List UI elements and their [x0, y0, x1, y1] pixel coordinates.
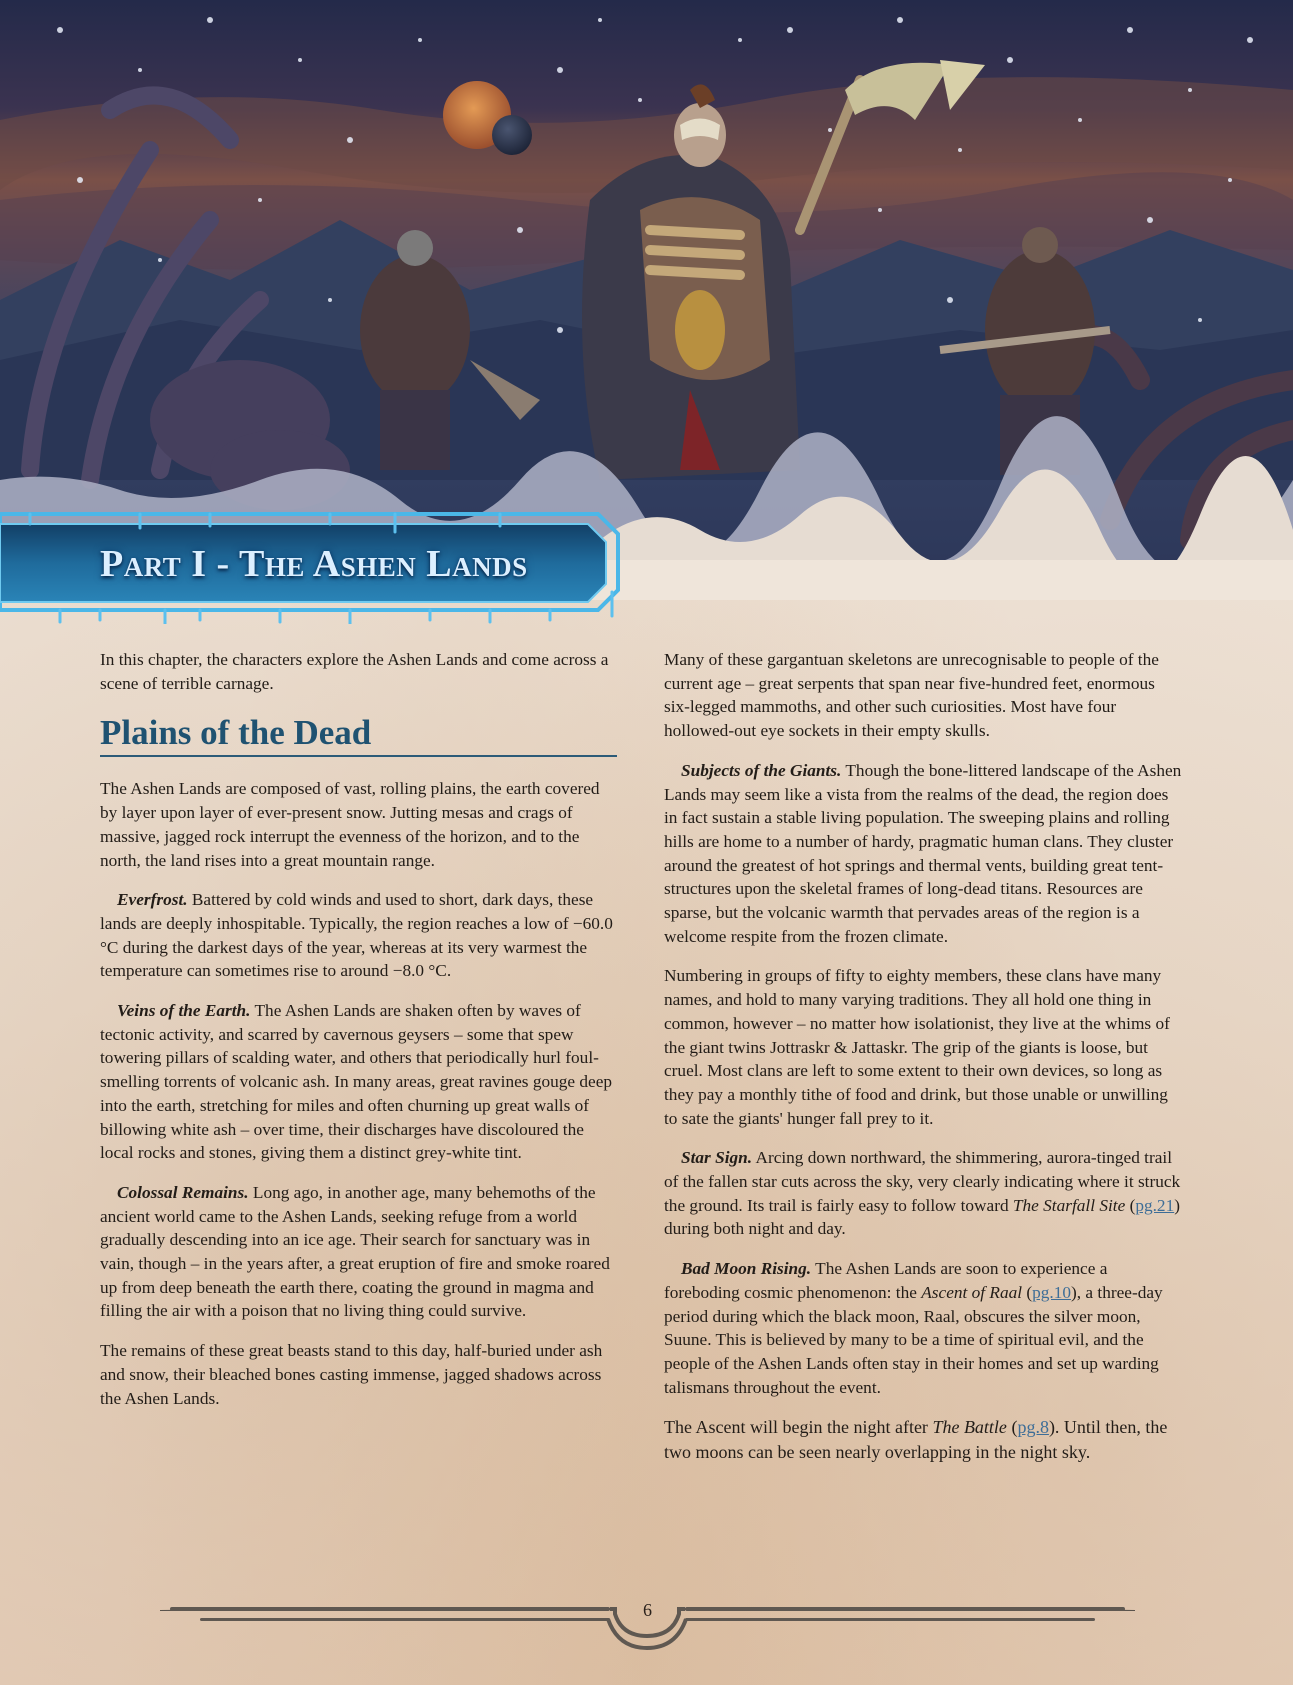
page-link-10[interactable]: pg.10	[1032, 1282, 1072, 1302]
bad-moon-text: The Ashen Lands are soon to experience a foreboding cosmic phenomenon: the	[664, 1259, 1108, 1302]
paren: (	[1022, 1282, 1033, 1302]
chapter-title: Part I - The Ashen Lands	[100, 543, 528, 585]
everfrost-paragraph	[100, 888, 617, 983]
veins-paragraph	[100, 999, 617, 1165]
everfrost-text: Battered by cold winds and used to short, dark days, these lands are deeply inhospitable. Typically, the region reaches a low of −60.0 °C during the darkest days of the year, whereas at its very warmest the temperature can sometimes rise to around −8.0 °C.	[100, 890, 613, 981]
veins-text: The Ashen Lands are shaken often by waves of tectonic activity, and scarred by cavernous geysers – some that spew towering pillars of scalding water, and others that periodically hurl foul-smelling torrents of volcanic ash. In many areas, great ravines gouge deep into the earth, stretching for miles and often churning up great walls of billowing white ash – over time, their discharges have discoloured the local rocks and stones, giving them a distinct grey-white tint.	[100, 1001, 613, 1163]
subjects-text: Though the bone-littered landscape of the Ashen Lands may seem like a vista from the realms of the dead, the region does in fact sustain a stable living population. The sweeping plains and rolling hills are home to a number of hardy, pragmatic human clans. They cluster around the greatest of hot springs and thermal vents, building great tent-structures upon the skeletal frames of long-dead titans. Resources are sparse, but the volcanic warmth that pervades areas of the region is a welcome respite from the frozen climate.	[664, 760, 1182, 946]
skeletons-paragraph: Many of these gargantuan skeletons are unrecognisable to people of the current age – great serpents that span near five-hundred feet, enormous six-legged mammoths, and other such curiosities. Most have four hollowed-out eye sockets in their empty skulls.	[664, 650, 1159, 741]
bad-moon-lead: Bad Moon Rising.	[681, 1259, 812, 1279]
colossal-lead: Colossal Remains.	[117, 1182, 249, 1202]
bad-moon-text-end: ), a three-day period during which the black moon, Raal, obscures the silver moon, Suune. This is believed by many to be a time of spiritual evil, and the people of the Ashen Lands often stay in their homes and set up warding talismans throughout the event.	[664, 1282, 1163, 1397]
colossal-paragraph	[100, 1181, 617, 1323]
left-column	[100, 648, 617, 1426]
clans-paragraph: Numbering in groups of fifty to eighty members, these clans have many names, and hold to many varying traditions. They all hold one thing in common, however – no matter how isolationist, they live at the whims of the giant twins Jottraskr & Jattaskr. The grip of the giants is loose, but cruel. Most clans are left to some extent to their own devices, so long as they pay a monthly tithe of food and drink, but those unable or unwilling to sate the giants' hunger fall prey to it.	[664, 966, 1170, 1128]
chapter-title-banner	[0, 512, 622, 610]
page-footer	[160, 1592, 1135, 1652]
intro-paragraph: In this chapter, the characters explore the Ashen Lands and come across a scene of terrible carnage.	[100, 650, 609, 693]
star-sign-text: Arcing down northward, the shimmering, aurora-tinged trail of the fallen star cuts across the sky, very clearly indicating where it struck the ground. Its trail is fairly easy to follow toward	[664, 1148, 1181, 1215]
paren: (	[1125, 1195, 1136, 1215]
colossal-text: Long ago, in another age, many behemoths of the ancient world came to the Ashen Lands, seeking refuge from a world gradually descending into an ice age. Their search for sanctuary was in vain, though – in the years after, a great eruption of fire and smoke roared up from deep beneath the earth there, coating the ground in magma and filling the air with a poison that no living thing could survive.	[100, 1182, 610, 1321]
subjects-paragraph	[664, 759, 1184, 949]
starfall-site-reference: The Starfall Site	[1012, 1195, 1126, 1215]
bad-moon-paragraph	[664, 1257, 1184, 1399]
veins-lead: Veins of the Earth.	[117, 1001, 251, 1021]
plains-paragraph: The Ashen Lands are composed of vast, rolling plains, the earth covered by layer upon layer of ever-present snow. Jutting mesas and crags of massive, jagged rock interrupt the evenness of the horizon, and to the north, the land rises into a great mountain range.	[100, 779, 600, 870]
right-column	[664, 648, 1184, 1480]
page-number: 6	[643, 1600, 652, 1620]
the-battle-reference: The Battle	[932, 1417, 1007, 1438]
hero-illustration	[0, 0, 1293, 600]
star-sign-paragraph	[664, 1146, 1184, 1241]
everfrost-lead: Everfrost.	[117, 890, 188, 910]
star-sign-lead: Star Sign.	[681, 1148, 753, 1168]
remains-paragraph: The remains of these great beasts stand to this day, half-buried under ash and snow, their bleached bones casting immense, jagged shadows across the Ashen Lands.	[100, 1341, 603, 1408]
paren: (	[1006, 1417, 1018, 1438]
star-sign-text-end: ) during both night and day.	[664, 1195, 1180, 1239]
section-heading: Plains of the Dead	[100, 713, 617, 757]
page-link-8[interactable]: pg.8	[1017, 1417, 1049, 1438]
subjects-lead: Subjects of the Giants.	[681, 760, 842, 780]
ascent-of-raal-reference: Ascent of Raal	[921, 1282, 1023, 1302]
ascent-text: The Ascent will begin the night after	[664, 1417, 933, 1438]
ascent-text-end: ). Until then, the two moons can be seen nearly overlapping in the night sky.	[664, 1417, 1168, 1462]
ascent-paragraph	[664, 1415, 1184, 1464]
barbarian-scene-image	[0, 0, 1293, 600]
page-link-21[interactable]: pg.21	[1135, 1195, 1175, 1215]
